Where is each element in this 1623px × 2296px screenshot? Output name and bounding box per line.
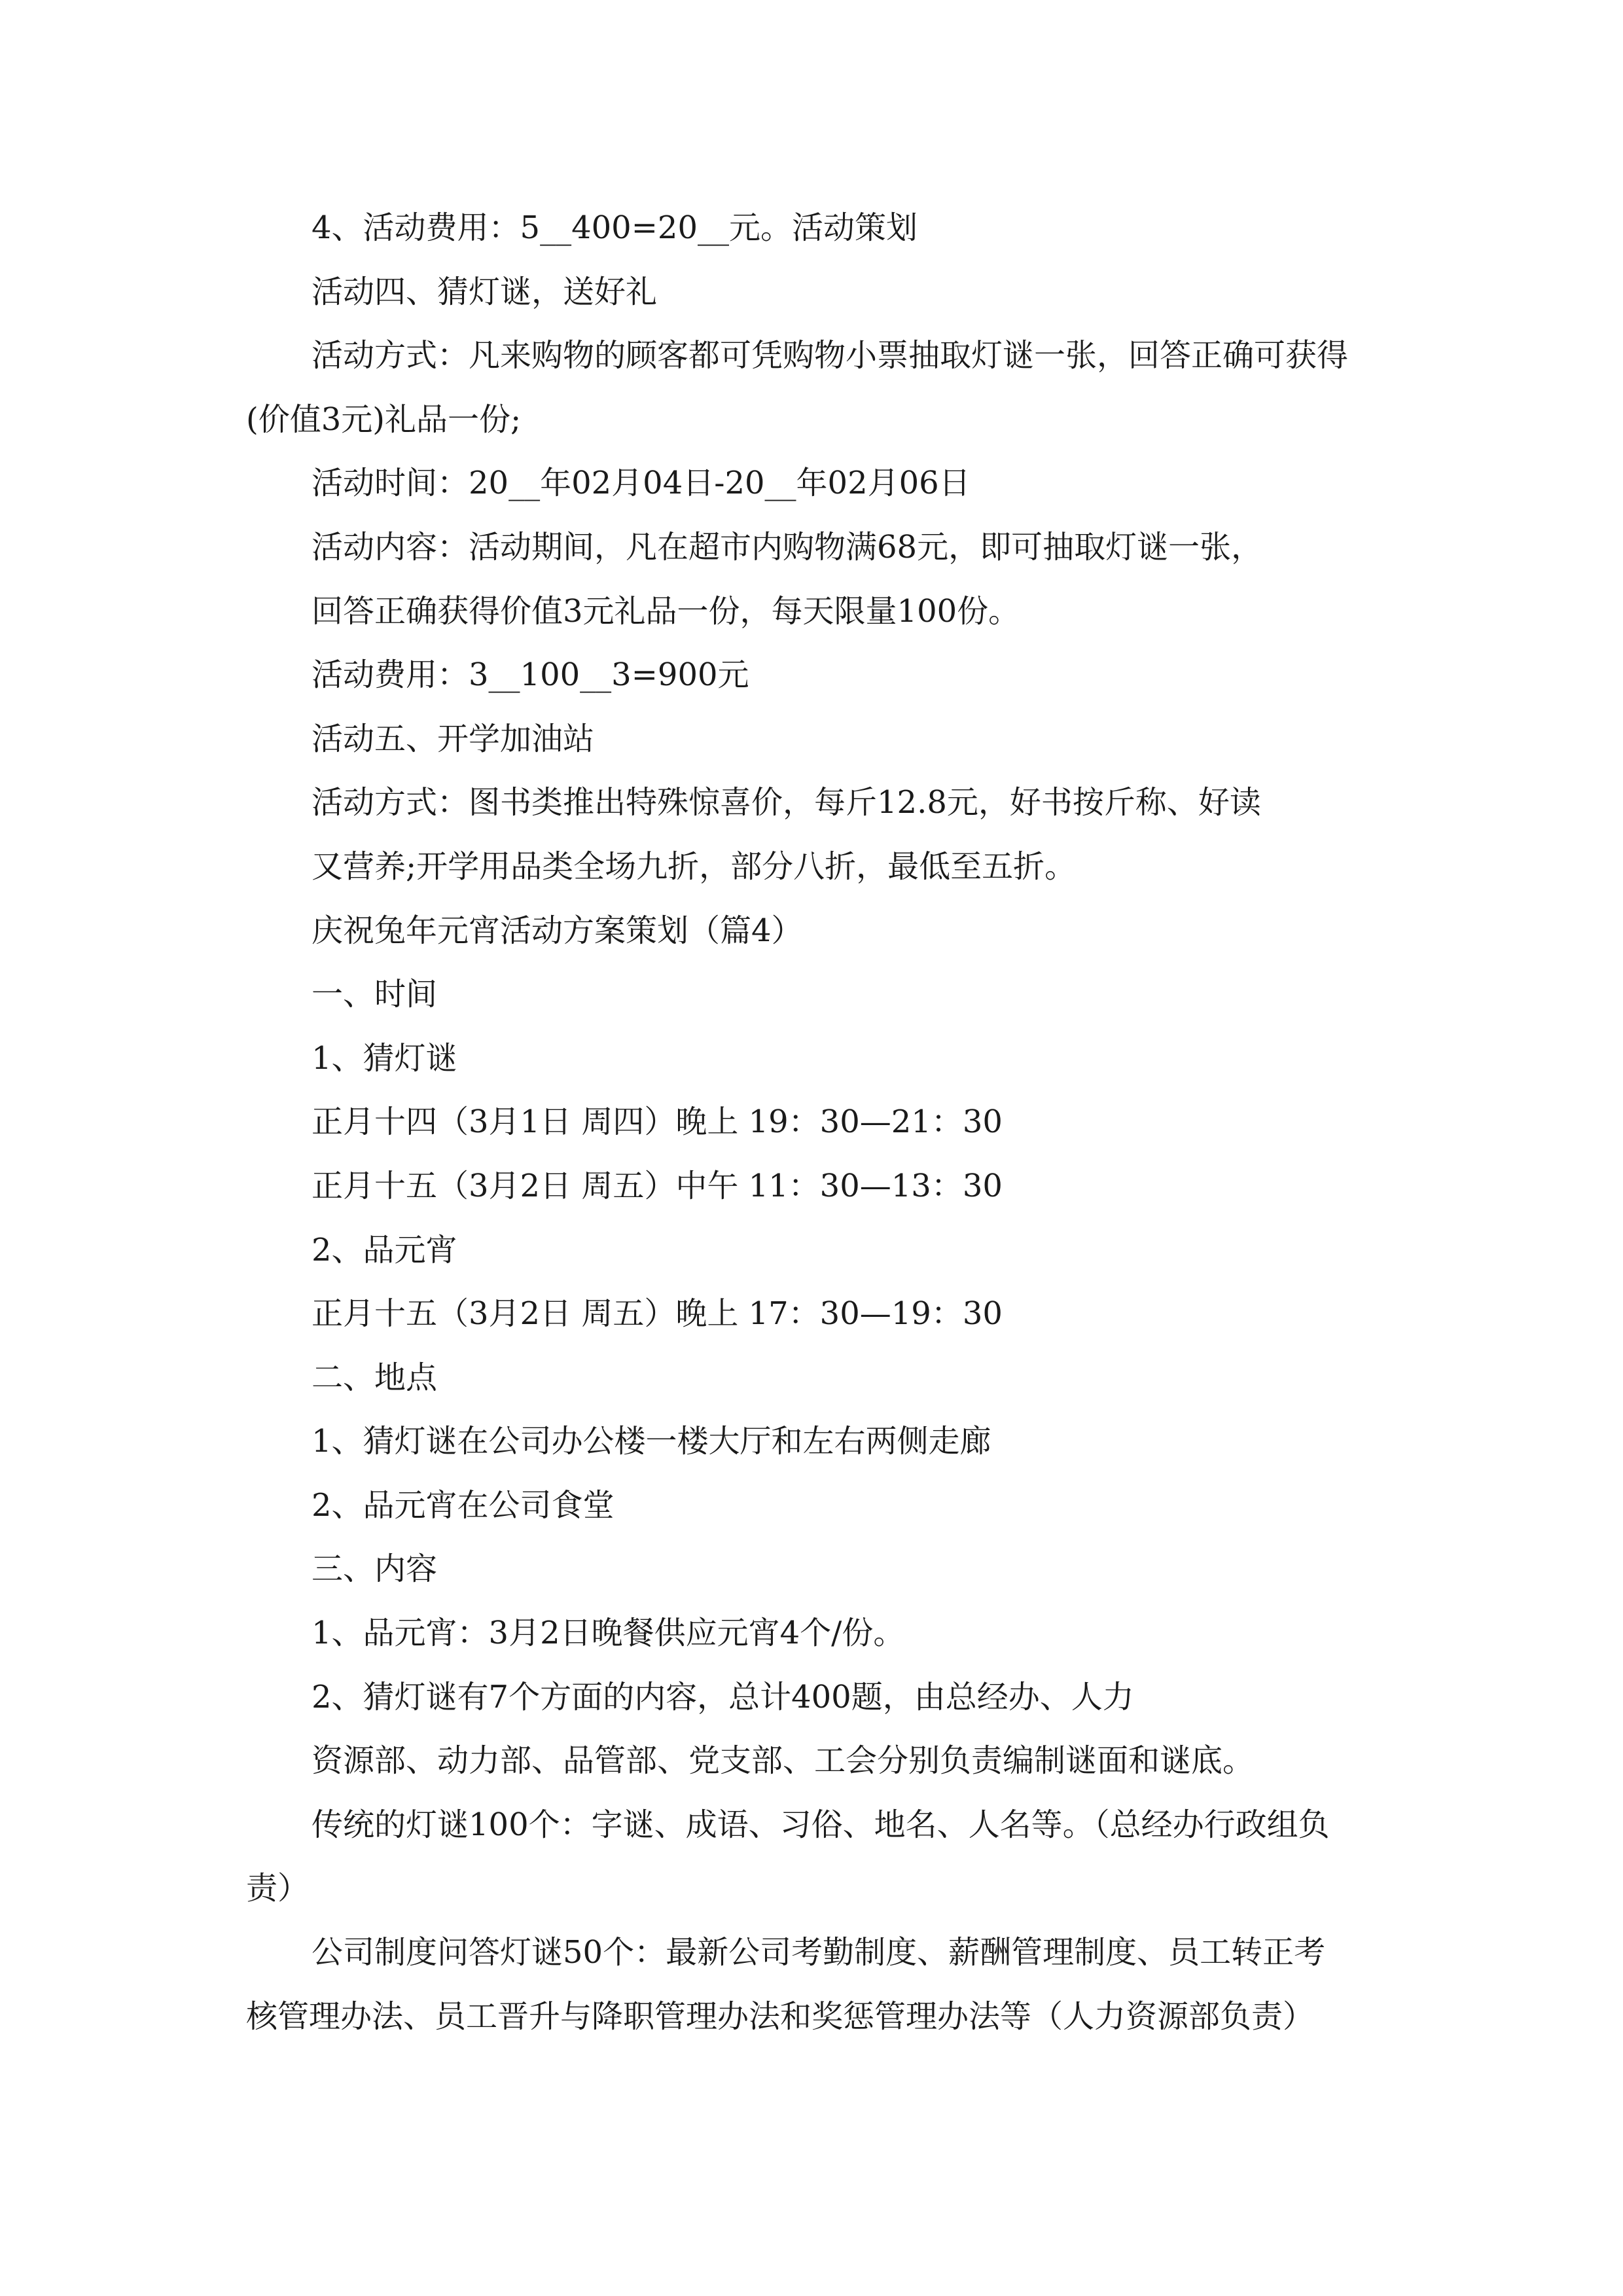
text-line: 活动费用：3__100__3=900元 xyxy=(312,656,749,694)
text-line: 2、品元宵在公司食堂 xyxy=(312,1486,615,1524)
text-line: 传统的灯谜100个：字谜、成语、习俗、地名、人名等。（总经办行政组负 xyxy=(312,1806,1330,1843)
text-line: 二、地点 xyxy=(312,1359,438,1396)
text-line: 资源部、动力部、品管部、党支部、工会分别负责编制谜面和谜底。 xyxy=(312,1742,1255,1780)
text-line: 正月十五（3月2日 周五）晚上 17：30—19：30 xyxy=(312,1295,1003,1333)
text-line: 4、活动费用：5__400=20__元。活动策划 xyxy=(312,209,918,246)
document-body xyxy=(246,196,1385,2049)
text-line: 活动方式：图书类推出特殊惊喜价，每斤12.8元，好书按斤称、好读 xyxy=(312,784,1261,821)
text-line: 又营养;开学用品类全场九折，部分八折，最低至五折。 xyxy=(312,848,1077,885)
text-line: 活动方式：凡来购物的顾客都可凭购物小票抽取灯谜一张，回答正确可获得 xyxy=(312,337,1349,374)
text-line: 活动四、猜灯谜，送好礼 xyxy=(312,273,658,310)
text-line: 核管理办法、员工晋升与降职管理办法和奖惩管理办法等（人力资源部负责） xyxy=(246,1998,1315,2035)
text-line: 活动五、开学加油站 xyxy=(312,720,595,757)
text-line: 一、时间 xyxy=(312,976,438,1013)
text-line: 2、猜灯谜有7个方面的内容，总计400题，由总经办、人力 xyxy=(312,1678,1134,1715)
text-line: 1、猜灯谜 xyxy=(312,1039,457,1077)
text-line: 正月十四（3月1日 周四）晚上 19：30—21：30 xyxy=(312,1103,1003,1141)
text-line: 活动内容：活动期间，凡在超市内购物满68元，即可抽取灯谜一张， xyxy=(312,528,1263,565)
text-line: 活动时间：20__年02月04日-20__年02月06日 xyxy=(312,465,971,502)
text-line: 回答正确获得价值3元礼品一份，每天限量100份。 xyxy=(312,592,1020,630)
text-line: 1、品元宵：3月2日晚餐供应元宵4个/份。 xyxy=(312,1615,905,1652)
text-line: 2、品元宵 xyxy=(312,1231,457,1268)
text-line: 三、内容 xyxy=(312,1551,438,1588)
text-line: (价值3元)礼品一份; xyxy=(246,401,522,438)
text-line: 责） xyxy=(246,1870,310,1907)
text-line: 1、猜灯谜在公司办公楼一楼大厅和左右两侧走廊 xyxy=(312,1423,991,1460)
text-line: 正月十五（3月2日 周五）中午 11：30—13：30 xyxy=(312,1167,1003,1204)
text-line: 公司制度问答灯谜50个：最新公司考勤制度、薪酬管理制度、员工转正考 xyxy=(312,1934,1326,1971)
text-line: 庆祝兔年元宵活动方案策划（篇4） xyxy=(312,912,803,949)
